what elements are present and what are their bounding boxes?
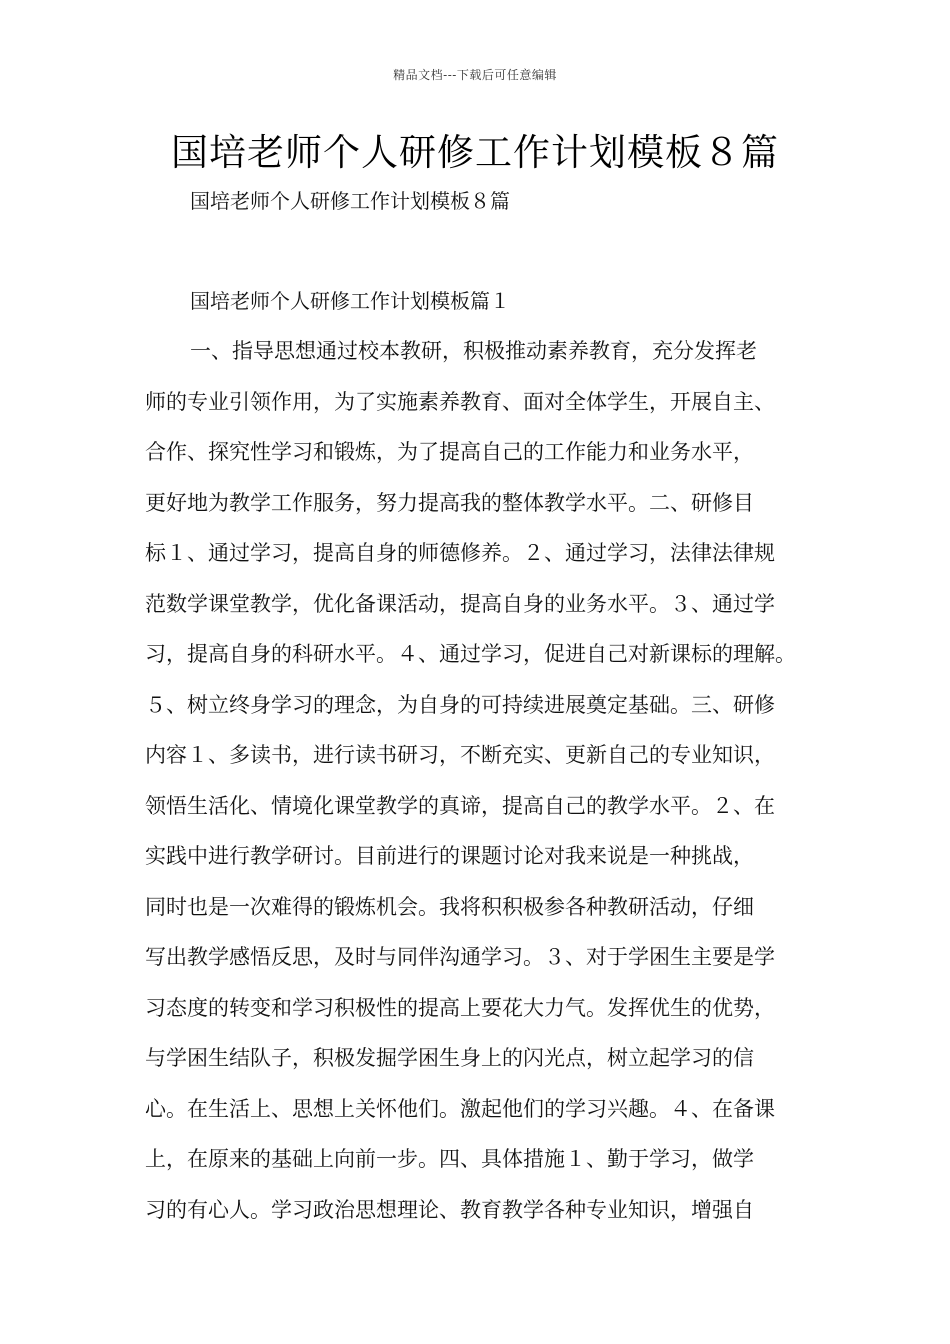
body-line: ５、树立终身学习的理念，为自身的可持续进展奠定基础。三、研修 <box>145 692 775 717</box>
body-line: 领悟生活化、情境化课堂教学的真谛，提高自己的教学水平。２、在 <box>145 793 775 818</box>
body-line: 一、指导思想通过校本教研，积极推动素养教育，充分发挥老 <box>190 339 757 363</box>
body-line: 写出教学感悟反思，及时与同伴沟通学习。３、对于学困生主要是学 <box>145 945 775 969</box>
header-watermark: 精品文档---下载后可任意编辑 <box>393 68 557 82</box>
body-line: 师的专业引领作用，为了实施素养教育、面对全体学生，开展自主、 <box>145 389 775 414</box>
body-text <box>145 336 835 1245</box>
body-line: 心。在生活上、思想上关怀他们。激起他们的学习兴趣。４、在备课 <box>145 1096 775 1121</box>
body-line: 习态度的转变和学习积极性的提高上要花大力气。发挥优生的优势， <box>145 995 775 1020</box>
section-heading: 国培老师个人研修工作计划模板篇１ <box>190 289 510 313</box>
body-line: 习的有心人。学习政治思想理论、教育教学各种专业知识，增强自 <box>145 1197 754 1222</box>
body-line: 更好地为教学工作服务，努力提高我的整体教学水平。二、研修目 <box>145 490 754 515</box>
body-line: 实践中进行教学研讨。目前进行的课题讨论对我来说是一种挑战， <box>145 844 754 868</box>
body-line: 习，提高自身的科研水平。４、通过学习，促进自己对新课标的理解。 <box>145 642 796 666</box>
body-line: 内容１、多读书，进行读书研习，不断充实、更新自己的专业知识， <box>145 743 775 767</box>
document-subtitle: 国培老师个人研修工作计划模板８篇 <box>190 189 510 213</box>
body-line: 上，在原来的基础上向前一步。四、具体措施１、勤于学习，做学 <box>145 1147 754 1171</box>
body-line: 合作、探究性学习和锻炼，为了提高自己的工作能力和业务水平， <box>145 440 754 464</box>
body-line: 与学困生结队子，积极发掘学困生身上的闪光点，树立起学习的信 <box>145 1046 754 1070</box>
document-title: 国培老师个人研修工作计划模板８篇 <box>171 131 779 174</box>
body-line: 标１、通过学习，提高自身的师德修养。２、通过学习，法律法律规 <box>145 541 775 565</box>
body-line: 范数学课堂教学，优化备课活动，提高自身的业务水平。３、通过学 <box>145 591 775 616</box>
body-line: 同时也是一次难得的锻炼机会。我将积积极参各种教研活动，仔细 <box>145 894 754 919</box>
